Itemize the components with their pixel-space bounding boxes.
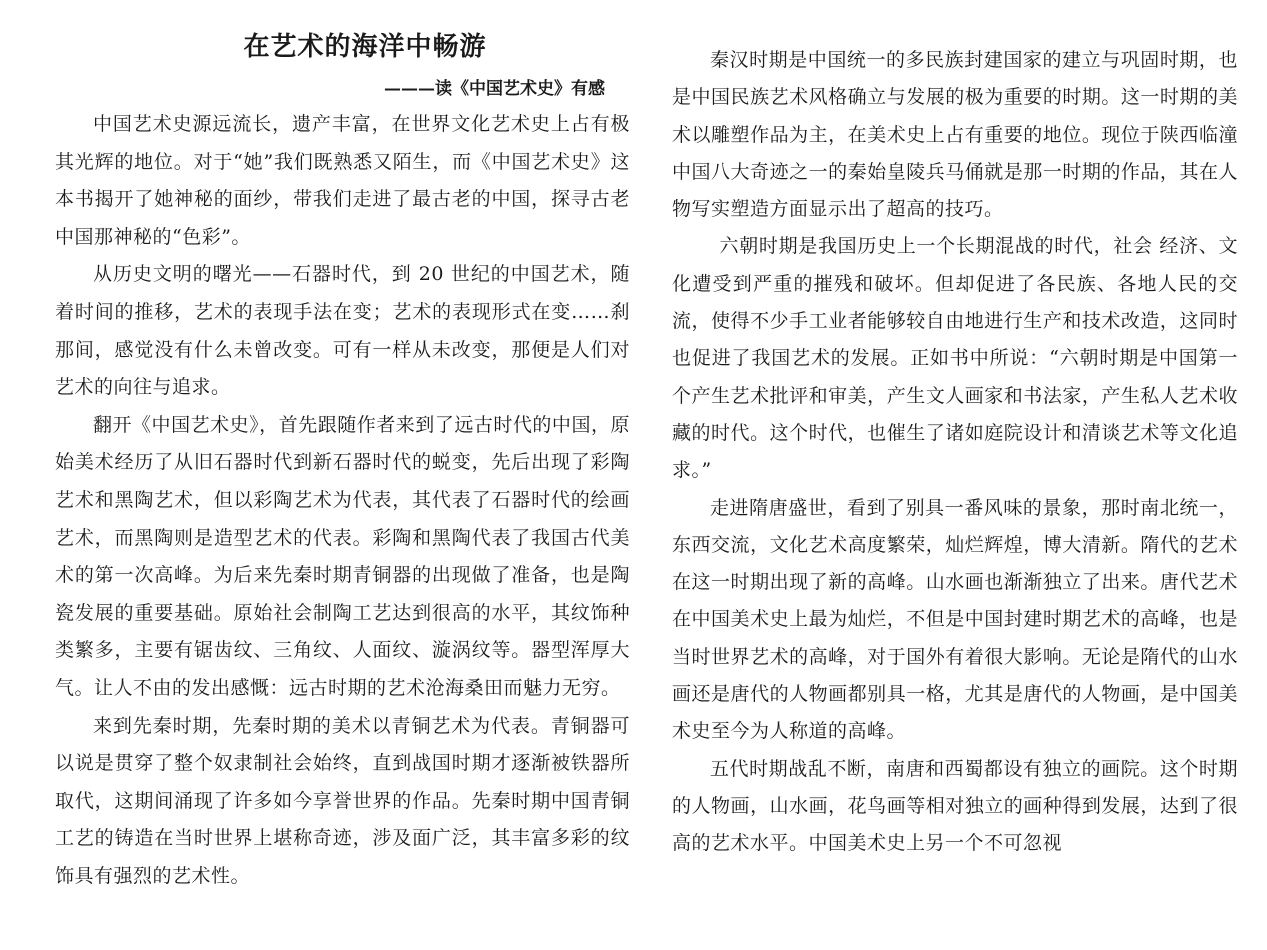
left-body (55, 106, 630, 895)
paragraph: 来到先秦时期，先秦时期的美术以青铜艺术为代表。青铜器可以说是贯穿了整个奴隶制社会始终，直到战国时期才逐渐被铁器所取代，这期间涌现了许多如今享誉世界的作品。先秦时期中国青铜工艺的铸造在当时世界上堪称奇迹，涉及面广泛，其丰富多彩的纹饰具有强烈的艺术性。 (55, 714, 630, 887)
paragraph: 五代时期战乱不断，南唐和西蜀都设有独立的画院。这个时期的人物画，山水画，花鸟画等相对独立的画种得到发展，达到了很高的艺术水平。中国美术史上另一个不可忽视 (672, 757, 1238, 855)
paragraph: 走进隋唐盛世，看到了别具一番风味的景象，那时南北统一，东西交流，文化艺术高度繁荣，灿烂辉煌，博大清新。隋代的艺术在这一时期出现了新的高峰。山水画也渐渐独立了出来。唐代艺术在中国美术史上最为灿烂，不但是中国封建时期艺术的高峰，也是当时世界艺术的高峰，对于国外有着很大影响。无论是隋代的山水画还是唐代的人物画都别具一格，尤其是唐代的人物画，是中国美术史至今为人称道的高峰。 (672, 496, 1238, 743)
article-subtitle: ———读《中国艺术史》有感 (384, 79, 605, 99)
article-title: 在艺术的海洋中畅游 (243, 32, 487, 62)
paragraph: 中国艺术史源远流长，遗产丰富，在世界文化艺术史上占有极其光辉的地位。对于“她”我们既熟悉又陌生，而《中国艺术史》这本书揭开了她神秘的面纱，带我们走进了最古老的中国，探寻古老中国那神秘的“色彩”。 (55, 113, 630, 248)
paragraph: 从历史文明的曙光——石器时代，到 20 世纪的中国艺术，随着时间的推移，艺术的表现手法在变；艺术的表现形式在变……刹那间，感觉没有什么未曾改变。可有一样从未改变，那便是人们对艺术的向往与追求。 (55, 263, 630, 399)
paragraph: 秦汉时期是中国统一的多民族封建国家的建立与巩固时期，也是中国民族艺术风格确立与发展的极为重要的时期。这一时期的美术以雕塑作品为主，在美术史上占有重要的地位。现位于陕西临潼中国八大奇迹之一的秦始皇陵兵马俑就是那一时期的作品，其在人物写实塑造方面显示出了超高的技巧。 (672, 49, 1238, 221)
right-body (672, 42, 1238, 863)
paragraph: 翻开《中国艺术史》，首先跟随作者来到了远古时代的中国，原始美术经历了从旧石器时代到新石器时代的蜕变，先后出现了彩陶艺术和黑陶艺术，但以彩陶艺术为代表，其代表了石器时代的绘画艺术，而黑陶则是造型艺术的代表。彩陶和黑陶代表了我国古代美术的第一次高峰。为后来先秦时期青铜器的出现做了准备，也是陶瓷发展的重要基础。原始社会制陶工艺达到很高的水平，其纹饰种类繁多，主要有锯齿纹、三角纹、人面纹、漩涡纹等。器型浑厚大气。让人不由的发出感慨：远古时期的艺术沧海桑田而魅力无穷。 (55, 413, 630, 699)
paragraph: 六朝时期是我国历史上一个长期混战的时代，社会 经济、文化遭受到严重的摧残和破坏。但却促进了各民族、各地人民的交流，使得不少手工业者能够较自由地进行生产和技术改造，这同时也促进了我国艺术的发展。正如书中所说：“六朝时期是中国第一个产生艺术批评和审美，产生文人画家和书法家，产生私人艺术收藏的时代。这个时代，也催生了诸如庭院设计和清谈艺术等文化追求。” (672, 235, 1238, 482)
